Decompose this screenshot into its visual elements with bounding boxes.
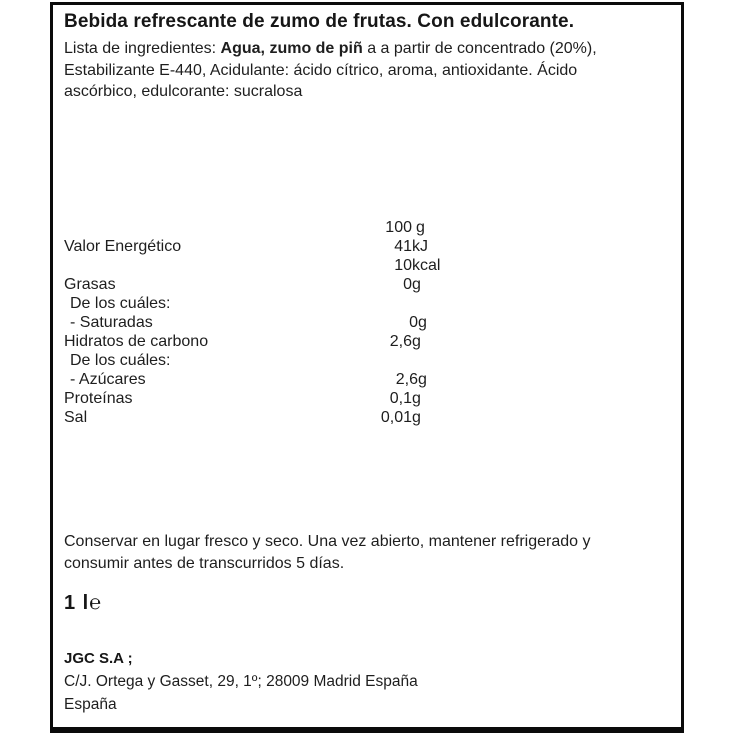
nutrition-row-energy-kj: [64, 237, 667, 256]
manufacturer-block: [64, 648, 667, 716]
net-quantity: 1 l℮: [64, 591, 103, 614]
nutrition-row-value: 2,6: [389, 332, 412, 350]
nutrition-row-energy-kcal: [64, 256, 667, 275]
nutrition-row-label: Valor Energético: [64, 237, 182, 255]
manufacturer-name: JGC S.A ;: [64, 649, 133, 667]
nutrition-row-label: - Saturadas: [70, 313, 153, 331]
nutrition-row-salt: [64, 408, 667, 427]
manufacturer-address: C/J. Ortega y Gasset, 29, 1º; 28009 Madrid España: [64, 672, 418, 690]
nutrition-row-unit: g: [418, 370, 427, 388]
nutrition-row-value: 10: [394, 256, 412, 274]
manufacturer-country: España: [64, 695, 117, 713]
nutrition-row-protein: [64, 389, 667, 408]
nutrition-row-fat: [64, 275, 667, 294]
label-box: [50, 2, 684, 733]
nutrition-row-unit: kcal: [412, 256, 441, 274]
nutrition-row-saturates: [64, 313, 667, 332]
nutrition-row-unit: g: [418, 313, 427, 331]
ingredients-prefix: Lista de ingredientes:: [64, 40, 221, 57]
nutrition-row-carbohydrate: [64, 332, 667, 351]
nutrition-row-label: Proteínas: [64, 389, 133, 407]
storage-instructions: Conservar en lugar fresco y seco. Una vez abierto, mantener refrigerado y consumir antes de transcurridos 5 días.: [64, 532, 591, 572]
nutrition-row-of-which-fat: [64, 294, 667, 313]
nutrition-header-unit: g: [416, 218, 425, 236]
nutrition-row-label: - Azúcares: [70, 370, 146, 388]
nutrition-row-unit: g: [412, 332, 421, 350]
nutrition-row-label: Hidratos de carbono: [64, 332, 209, 350]
nutrition-header-row: [64, 218, 667, 237]
nutrition-row-value: 0: [409, 313, 418, 331]
ingredients-rest: a a partir de concentrado (20%), Estabilizante E-440, Acidulante: ácido cítrico, aroma, antioxidante. Ácido ascórbico, edulcorante: sucralosa: [64, 40, 597, 100]
nutrition-header-amount: 100: [385, 218, 412, 236]
nutrition-row-unit: kJ: [412, 237, 428, 255]
nutrition-table: [64, 218, 667, 427]
nutrition-row-label: De los cuáles:: [70, 351, 171, 369]
nutrition-row-value: 2,6: [395, 370, 418, 388]
nutrition-row-unit: g: [412, 389, 421, 407]
nutrition-row-unit: g: [412, 275, 421, 293]
nutrition-row-label: Sal: [64, 408, 88, 426]
nutrition-row-sugars: [64, 370, 667, 389]
nutrition-row-value: 0: [403, 275, 412, 293]
nutrition-row-unit: g: [412, 408, 421, 426]
nutrition-row-value: 0,01: [380, 408, 412, 426]
nutrition-row-label: Grasas: [64, 275, 116, 293]
product-title: Bebida refrescante de zumo de frutas. Con edulcorante.: [64, 11, 575, 32]
ingredients-text: [64, 38, 639, 103]
nutrition-row-of-which-carbs: [64, 351, 667, 370]
nutrition-row-value: 0,1: [389, 389, 412, 407]
nutrition-row-value: 41: [394, 237, 412, 255]
ingredients-bold-part: Agua, zumo de piñ: [220, 40, 363, 57]
nutrition-row-label: De los cuáles:: [70, 294, 171, 312]
